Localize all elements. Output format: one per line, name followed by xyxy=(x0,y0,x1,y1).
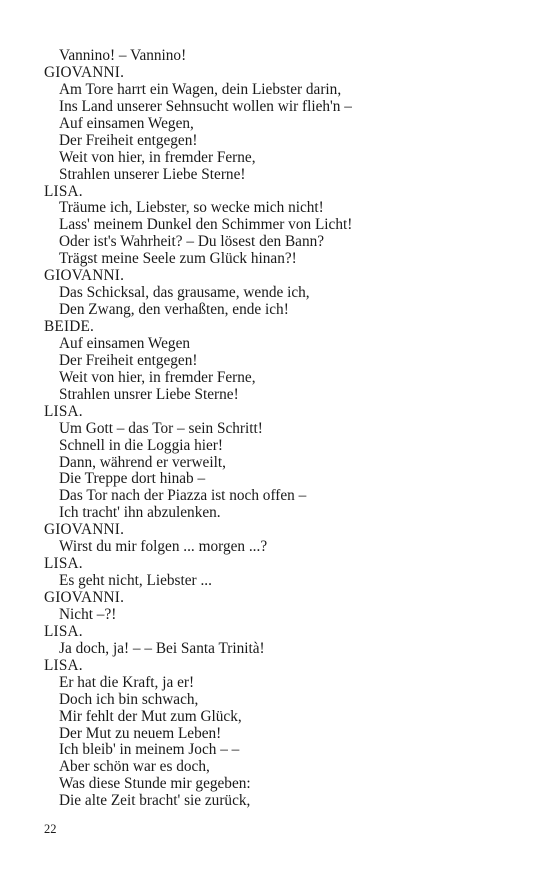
verse-line: Doch ich bin schwach, xyxy=(59,690,199,708)
speaker-name: GIOVANNI. xyxy=(44,63,125,81)
verse-line: Schnell in die Loggia hier! xyxy=(59,436,223,454)
speaker-name: GIOVANNI. xyxy=(44,521,125,539)
verse-line: Wirst du mir folgen ... morgen ...? xyxy=(59,538,268,556)
verse-line: Das Tor nach der Piazza ist noch offen – xyxy=(59,487,307,505)
verse-line: Mir fehlt der Mut zum Glück, xyxy=(59,707,242,725)
speaker-name: BEIDE. xyxy=(44,318,95,335)
verse-line: Nicht –?! xyxy=(59,605,117,623)
speaker-name: LISA. xyxy=(44,402,83,420)
verse-line: Das Schicksal, das grausame, wende ich, xyxy=(59,284,310,302)
page-number: 22 xyxy=(44,822,57,836)
verse-line: Auf einsamen Wegen xyxy=(59,334,191,352)
verse-line: Die alte Zeit bracht' sie zurück, xyxy=(59,792,251,810)
verse-line: Träume ich, Liebster, so wecke mich nicht! xyxy=(59,199,324,217)
verse-line: Der Freiheit entgegen! xyxy=(59,131,198,149)
speaker-name: GIOVANNI. xyxy=(44,589,125,606)
verse-line: Strahlen unserer Liebe Sterne! xyxy=(59,165,246,183)
verse-line: Was diese Stunde mir gegeben: xyxy=(59,775,251,793)
verse-line: Aber schön war es doch, xyxy=(59,758,210,776)
verse-line: Oder ist's Wahrheit? – Du lösest den Bann? xyxy=(59,233,325,251)
verse-line: Am Tore harrt ein Wagen, dein Liebster darin, xyxy=(59,80,342,98)
verse-line: Um Gott – das Tor – sein Schritt! xyxy=(59,419,263,437)
speaker-name: LISA. xyxy=(44,555,83,573)
verse-line: Ich tracht' ihn abzulenken. xyxy=(59,504,221,522)
verse-line: Dann, während er verweilt, xyxy=(59,453,226,471)
libretto-text xyxy=(44,48,524,810)
speaker-name: LISA. xyxy=(44,656,83,674)
speaker-name: LISA. xyxy=(44,622,83,640)
speaker-name: GIOVANNI. xyxy=(44,267,125,285)
verse-line: Weit von hier, in fremder Ferne, xyxy=(59,148,256,166)
verse-line: Der Mut zu neuem Leben! xyxy=(59,724,222,742)
verse-line: Auf einsamen Wegen, xyxy=(59,114,194,132)
verse-line: Ins Land unserer Sehnsucht wollen wir flieh'n – xyxy=(59,97,352,115)
verse-line: Lass' meinem Dunkel den Schimmer von Licht! xyxy=(59,216,353,234)
verse-line: Ich bleib' in meinem Joch – – xyxy=(59,741,240,759)
speaker-name: LISA. xyxy=(44,182,83,200)
verse-line: Ja doch, ja! – – Bei Santa Trinità! xyxy=(59,639,265,657)
verse-line: Die Treppe dort hinab – xyxy=(59,470,206,488)
verse-line: Vannino! – Vannino! xyxy=(59,47,187,64)
verse-line: Weit von hier, in fremder Ferne, xyxy=(59,368,256,386)
verse-line: Strahlen unsrer Liebe Sterne! xyxy=(59,385,239,403)
verse-line: Den Zwang, den verhaßten, ende ich! xyxy=(59,301,289,319)
verse-line: Er hat die Kraft, ja er! xyxy=(59,673,195,691)
verse-line: Trägst meine Seele zum Glück hinan?! xyxy=(59,250,297,268)
verse-line: Es geht nicht, Liebster ... xyxy=(59,572,212,590)
verse-line: Der Freiheit entgegen! xyxy=(59,351,198,369)
